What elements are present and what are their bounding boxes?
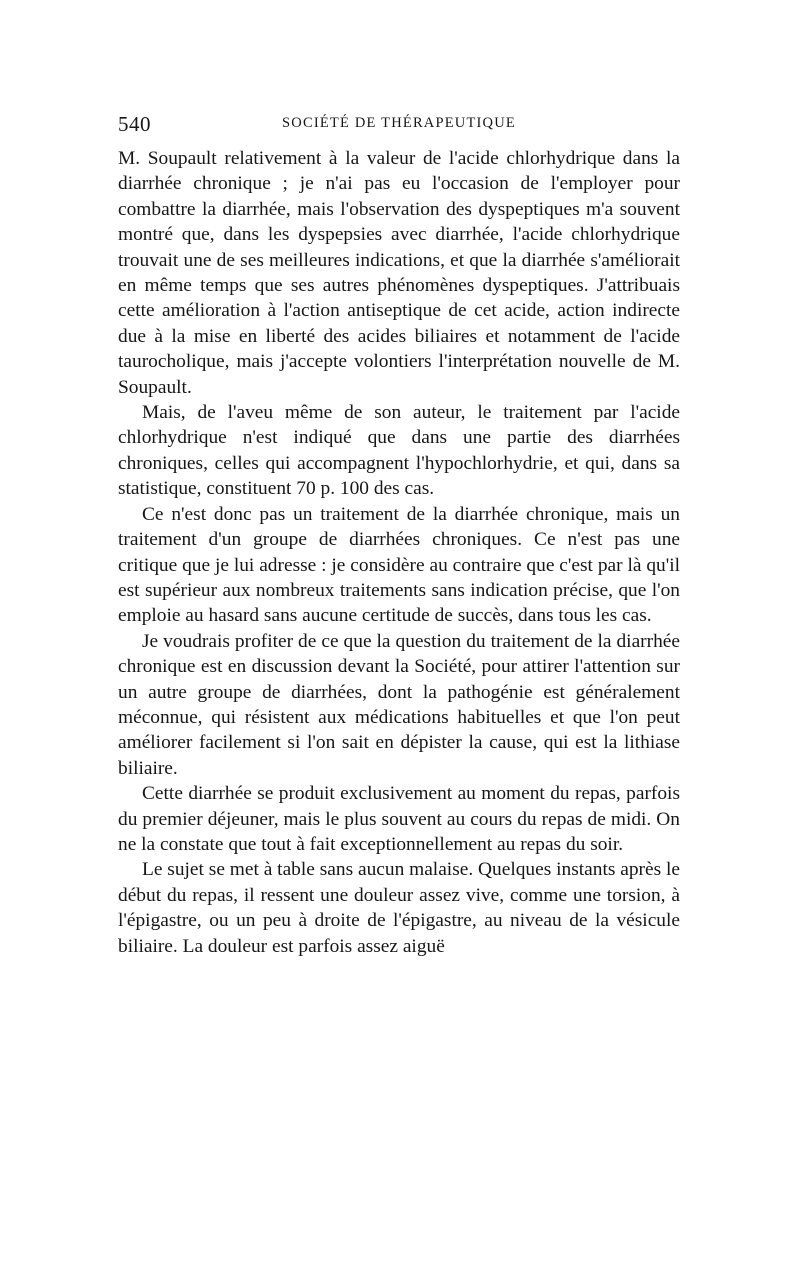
paragraph: Je voudrais profiter de ce que la question du traitement de la diarrhée chronique est en discussion devant la Société, pour attirer l'attention sur un autre groupe de diarrhées, dont la pathogénie est généralement méconnue, qui résistent aux médications habituelles et que l'on peut améliorer facilement si l'on sait en dépister la cause, qui est la lithiase biliaire. <box>118 630 680 779</box>
body-text <box>118 146 680 959</box>
running-head <box>118 112 680 146</box>
page-number: 540 <box>118 112 151 136</box>
paragraph: M. Soupault relativement à la valeur de l'acide chlorhydrique dans la diarrhée chronique ; je n'ai pas eu l'occasion de l'employer pour combattre la diarrhée, mais l'observation des dyspeptiques m'a souvent montré que, dans les dyspepsies avec diarrhée, l'acide chlorhydrique trouvait une de ses meilleures indications, et que la diarrhée s'améliorait en même temps que ses autres phénomènes dyspeptiques. J'attribuais cette amélioration à l'action antiseptique de cet acide, action indirecte due à la mise en liberté des acides biliaires et notamment de l'acide taurocholique, mais j'accepte volontiers l'interprétation nouvelle de M. Soupault. <box>118 148 680 398</box>
paragraph: Mais, de l'aveu même de son auteur, le traitement par l'acide chlorhydrique n'est indiqué que dans une partie des diarrhées chroniques, celles qui accompagnent l'hypochlorhydrie, et qui, dans sa statistique, constituent 70 p. 100 des cas. <box>118 402 680 500</box>
paragraph: Le sujet se met à table sans aucun malaise. Quelques instants après le début du repas, il ressent une douleur assez vive, comme une torsion, à l'épigastre, ou un peu à droite de l'épigastre, au niveau de la vésicule biliaire. La douleur est parfois assez aiguë <box>118 859 680 957</box>
running-title: SOCIÉTÉ DE THÉRAPEUTIQUE <box>282 115 516 131</box>
book-page <box>118 112 680 959</box>
paragraph: Ce n'est donc pas un traitement de la diarrhée chronique, mais un traitement d'un groupe de diarrhées chroniques. Ce n'est pas une critique que je lui adresse : je considère au contraire que c'est par là qu'il est supérieur aux nombreux traitements sans indication précise, que l'on emploie au hasard sans aucune certitude de succès, dans tous les cas. <box>118 503 680 627</box>
paragraph: Cette diarrhée se produit exclusivement au moment du repas, parfois du premier déjeuner, mais le plus souvent au cours du repas de midi. On ne la constate que tout à fait exceptionnellement au repas du soir. <box>118 783 680 855</box>
